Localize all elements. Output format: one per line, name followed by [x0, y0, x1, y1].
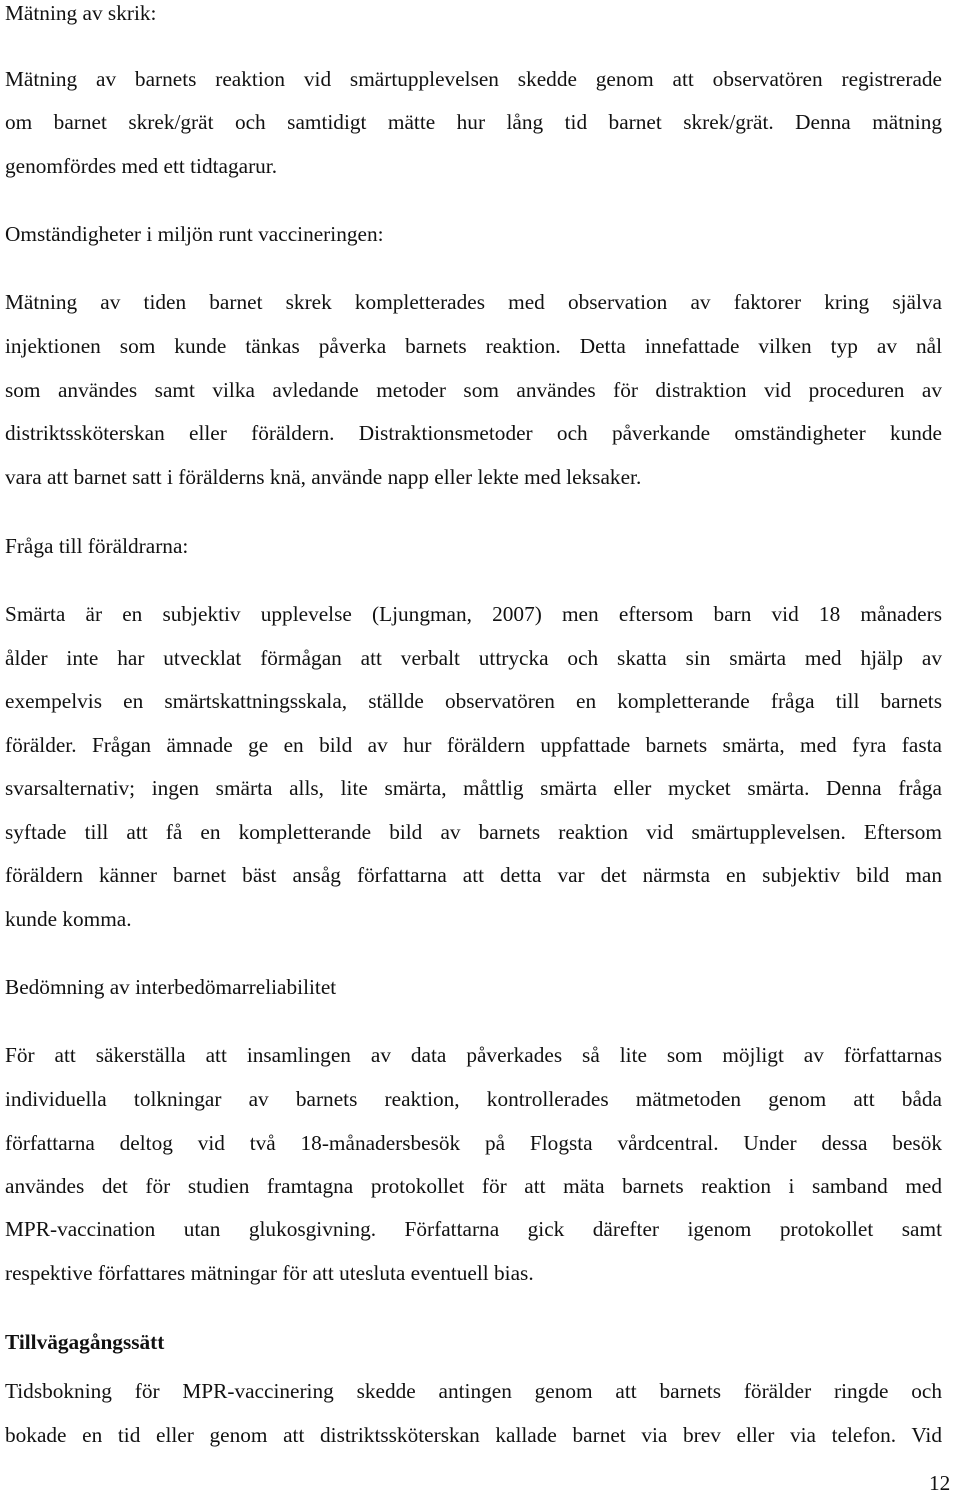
section-heading-matning-av-skrik: Mätning av skrik: — [5, 1, 157, 25]
paragraph-line: om barnet skrek/grät och samtidigt mätte hur lång tid barnet skrek/grät. Denna mätning — [5, 110, 942, 134]
paragraph-line: användes det för studien framtagna protokollet för att mäta barnets reaktion i samband med — [5, 1174, 942, 1198]
paragraph-line: exempelvis en smärtskattningsskala, ställde observatören en kompletterande fråga till barnets — [5, 689, 942, 713]
paragraph-line: genomfördes med ett tidtagarur. — [5, 154, 278, 178]
paragraph-line: Mätning av barnets reaktion vid smärtupplevelsen skedde genom att observatören registrerade — [5, 67, 942, 91]
section-heading-tillvagagangssatt: Tillvägagångssätt — [5, 1330, 165, 1354]
paragraph-line: syftade till att få en kompletterande bild av barnets reaktion vid smärtupplevelsen. Eftersom — [5, 820, 942, 844]
paragraph-line: som användes samt vilka avledande metoder som användes för distraktion vid proceduren av — [5, 378, 942, 402]
page-number: 12 — [929, 1471, 951, 1495]
paragraph-line: injektionen som kunde tänkas påverka barnets reaktion. Detta innefattade vilken typ av nål — [5, 334, 942, 358]
section-heading-fraga-till-foraldrarna: Fråga till föräldrarna: — [5, 534, 189, 558]
paragraph-line: föräldern känner barnet bäst ansåg författarna att detta var det närmsta en subjektiv bild man — [5, 863, 942, 887]
paragraph-line: respektive författares mätningar för att utesluta eventuell bias. — [5, 1261, 534, 1285]
paragraph-line: förälder. Frågan ämnade ge en bild av hur föräldern uppfattade barnets smärta, med fyra fasta — [5, 733, 942, 757]
paragraph-line: individuella tolkningar av barnets reaktion, kontrollerades mätmetoden genom att båda — [5, 1087, 942, 1111]
paragraph-line: bokade en tid eller genom att distriktssköterskan kallade barnet via brev eller via telefon. Vid — [5, 1423, 942, 1447]
paragraph-line: Mätning av tiden barnet skrek kompletterades med observation av faktorer kring själva — [5, 290, 942, 314]
paragraph-line: Tidsbokning för MPR-vaccinering skedde antingen genom att barnets förälder ringde och — [5, 1379, 942, 1403]
paragraph-line: svarsalternativ; ingen smärta alls, lite smärta, måttlig smärta eller mycket smärta. Denna fråga — [5, 776, 942, 800]
paragraph-line: MPR-vaccination utan glukosgivning. Författarna gick därefter igenom protokollet samt — [5, 1217, 942, 1241]
paragraph-line: ålder inte har utvecklat förmågan att verbalt uttrycka och skatta sin smärta med hjälp av — [5, 646, 942, 670]
paragraph-line: För att säkerställa att insamlingen av data påverkades så lite som möjligt av författarnas — [5, 1043, 942, 1067]
paragraph-line: distriktssköterskan eller föräldern. Distraktionsmetoder och påverkande omständigheter kunde — [5, 421, 942, 445]
section-heading-omstandigheter: Omständigheter i miljön runt vaccineringen: — [5, 222, 384, 246]
paragraph-line: författarna deltog vid två 18-månadersbesök på Flogsta vårdcentral. Under dessa besök — [5, 1131, 942, 1155]
paragraph-line: Smärta är en subjektiv upplevelse (Ljungman, 2007) men eftersom barn vid 18 månaders — [5, 602, 942, 626]
section-heading-bedomning: Bedömning av interbedömarreliabilitet — [5, 975, 337, 999]
paragraph-line: vara att barnet satt i förälderns knä, använde napp eller lekte med leksaker. — [5, 465, 642, 489]
paragraph-line: kunde komma. — [5, 907, 132, 931]
